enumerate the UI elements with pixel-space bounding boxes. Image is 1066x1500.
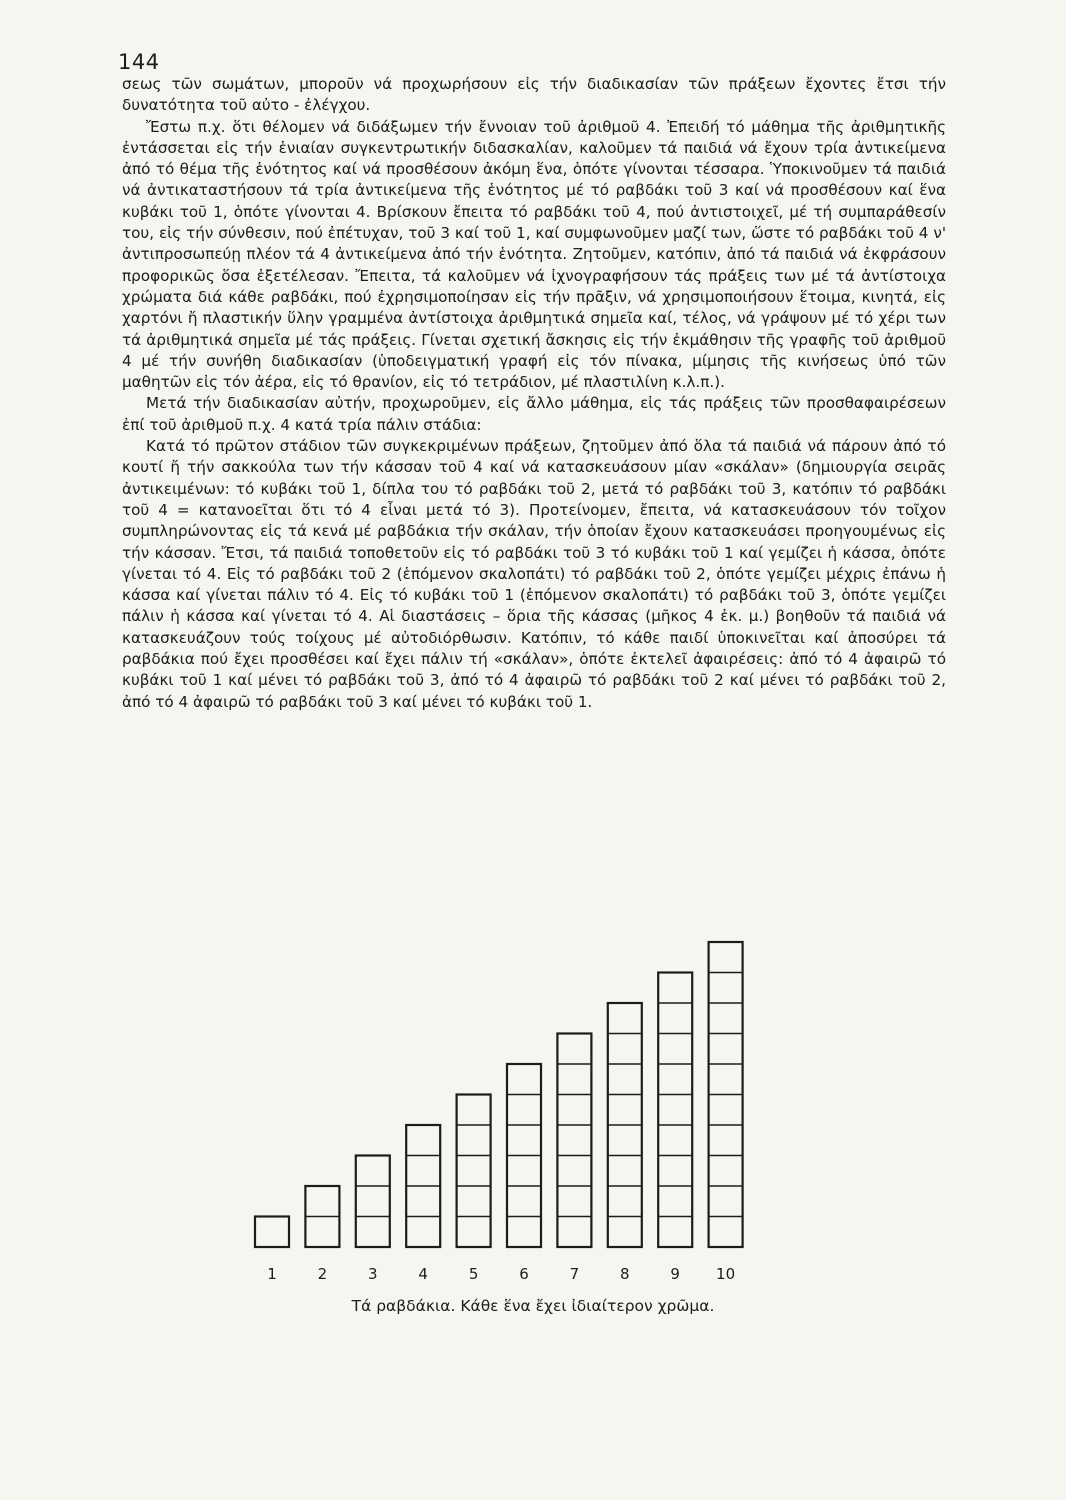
paragraph-continuation: σεως τῶν σωμάτων, μποροῦν νά προχωρήσουν εἰς τήν διαδικασίαν τῶν πράξεων ἔχοντες ἔτσι τήν δυνατότητα τοῦ αὐτο - ἐλέγχου. (122, 75, 946, 115)
rod-label-9: 9 (670, 1265, 680, 1283)
rod-label-8: 8 (620, 1265, 630, 1283)
rod-1 (255, 1217, 289, 1248)
rod-bar-1 (255, 1217, 289, 1248)
rod-9 (658, 973, 692, 1248)
rod-bar-7 (557, 1034, 591, 1248)
rod-6 (507, 1064, 541, 1247)
page-number: 144 (118, 50, 160, 74)
paragraph-number-four: Ἔστω π.χ. ὅτι θέλομεν νά διδάξωμεν τήν ἔννοιαν τοῦ ἀριθμοῦ 4. Ἐπειδή τό μάθημα τῆς ἀριθμητικῆς ἐντάσσεται εἰς τήν ἑνιαίαν συγκεντρωτικήν διδασκαλίαν, καλοῦμεν τά παιδιά νά ἔχουν τρία ἀντικείμενα ἀπό τό θέμα τῆς ἑνότητος καί νά προσθέσουν ἀκόμη ἕνα, ὁπότε γίνονται τέσσαρα. Ὑποκινοῦμεν τά παιδιά νά ἀντικαταστήσουν τά τρία ἀντικείμενα τῆς ἑνότητος μέ τό ραβδάκι τοῦ 3 καί νά προσθέσουν καί ἕνα κυβάκι τοῦ 1, ὁπότε γίνονται 4. Βρίσκουν ἔπειτα τό ραβδάκι τοῦ 4, πού ἀντιστοιχεῖ, μέ τή συμπαράθεσίν του, εἰς τήν σύνθεσιν, πού ἐπέτυχαν, τοῦ 3 καί τοῦ 1, καί συμφωνοῦμεν μαζί των, ὥστε τό ραβδάκι τοῦ 4 ν' ἀντιπροσωπεύῃ πλέον τά 4 ἀντικείμενα ἀπό τήν ἑνότητα. Ζητοῦμεν, κατόπιν, ἀπό τά παιδιά νά ἐκφράσουν προφορικῶς ὅσα ἐξετέλεσαν. Ἔπειτα, τά καλοῦμεν νά ἰχνογραφήσουν τάς πράξεις των μέ τά ἀντίστοιχα χρώματα διά κάθε ραβδάκι, πού ἐχρησιμοποίησαν εἰς τήν πρᾶξιν, νά χρησιμοποιήσουν ἕτοιμα, κινητά, εἰς χαρτόνι ἤ πλαστικήν ὕλην γραμμένα ἀντίστοιχα ἀριθμητικά σημεῖα καί, τέλος, νά γράψουν μέ τό χέρι των τά ἀριθμητικά σημεῖα μέ τάς πράξεις. Γίνεται σχετική ἄσκησις εἰς τήν ἐκμάθησιν τῆς γραφῆς τοῦ ἀριθμοῦ 4 μέ τήν συνήθη διαδικασίαν (ὑποδειγματική γραφή εἰς τόν πίνακα, μίμησις τῆς κινήσεως ὑπό τῶν μαθητῶν εἰς τόν ἀέρα, εἰς τό θρανίον, εἰς τό τετράδιον, μέ πλαστιλίνη κ.λ.π.). (122, 117, 946, 392)
rod-label-10: 10 (716, 1265, 736, 1283)
rod-4 (406, 1125, 440, 1247)
rod-5 (457, 1095, 491, 1248)
paragraph-operations: Μετά τήν διαδικασίαν αὐτήν, προχωροῦμεν, εἰς ἄλλο μάθημα, εἰς τάς πράξεις τῶν προσθαφαιρέσεων ἐπί τοῦ ἀριθμοῦ π.χ. 4 κατά τρία πάλιν στάδια: (122, 394, 946, 434)
rod-bar-9 (658, 973, 692, 1248)
rod-2 (305, 1186, 339, 1247)
rod-label-6: 6 (519, 1265, 529, 1283)
rod-10 (709, 942, 743, 1247)
rod-label-2: 2 (317, 1265, 328, 1283)
body-text (122, 74, 946, 713)
paragraph-first-stage: Κατά τό πρῶτον στάδιον τῶν συγκεκριμένων πράξεων, ζητοῦμεν ἀπό ὅλα τά παιδιά νά πάρουν ἀπό τό κουτί ἤ τήν σακκούλα των τήν κάσσαν τοῦ 4 καί νά κατασκευάσουν μίαν «σκάλαν» (δημιουργία σειρᾶς ἀντικειμένων: τό κυβάκι τοῦ 1, δίπλα του τό ραβδάκι τοῦ 2, μετά τό ραβδάκι τοῦ 3, κατόπιν τό ραβδάκι τοῦ 4 = κατανοεῖται ὅτι τό 4 εἶναι μετά τό 3). Προτείνομεν, ἔπειτα, νά κατασκευάσουν τόν τοῖχον συμπληρώνοντας εἰς τά κενά μέ ραβδάκια τήν σκάλαν, τήν ὁποίαν ἔχουν κατασκευάσει προηγουμένως εἰς τήν κάσσαν. Ἔτσι, τά παιδιά τοποθετοῦν εἰς τό ραβδάκι τοῦ 3 τό κυβάκι τοῦ 1 καί γεμίζει ἡ κάσσα, ὁπότε γίνεται τό 4. Εἰς τό ραβδάκι τοῦ 2 (ἑπόμενον σκαλοπάτι) τό ραβδάκι τοῦ 2, ὁπότε γεμίζει μέχρις ἐπάνω ἡ κάσσα καί γίνεται πάλιν τό 4. Εἰς τό κυβάκι τοῦ 1 (ἑπόμενον σκαλοπάτι) τό ραβδάκι τοῦ 3, ὁπότε γεμίζει πάλιν ἡ κάσσα καί γίνεται τό 4. Αἱ διαστάσεις – ὅρια τῆς κάσσας (μῆκος 4 ἐκ. μ.) βοηθοῦν τά παιδιά νά κατασκευάζουν τούς τοίχους μέ αὐτοδιόρθωσιν. Κατόπιν, τό κάθε παιδί ὑποκινεῖται καί ἀποσύρει τά ραβδάκια πού ἔχει προσθέσει καί ἔχει πάλιν τή «σκάλαν», ὁπότε ἐκτελεῖ ἀφαιρέσεις: ἀπό τό 4 ἀφαιρῶ τό κυβάκι τοῦ 1 καί μένει τό ραβδάκι τοῦ 3, ἀπό τό 4 ἀφαιρῶ τό ραβδάκι τοῦ 2 καί μένει τό ραβδάκι τοῦ 2, ἀπό τό 4 ἀφαιρῶ τό ραβδάκι τοῦ 3 καί μένει τό κυβάκι τοῦ 1. (122, 437, 946, 711)
rod-label-5: 5 (468, 1265, 479, 1283)
rod-7 (557, 1034, 591, 1248)
rod-bar-3 (356, 1156, 390, 1248)
rod-8 (608, 1003, 642, 1247)
rod-label-3: 3 (368, 1265, 378, 1283)
rod-bar-5 (457, 1095, 491, 1248)
rod-3 (356, 1156, 390, 1248)
rods-chart (250, 920, 820, 1283)
rod-label-1: 1 (267, 1265, 277, 1283)
figure-caption: Τά ραβδάκια. Κάθε ἕνα ἔχει ἰδιαίτερον χρῶμα. (351, 1297, 715, 1315)
rod-label-7: 7 (569, 1265, 580, 1283)
rods-figure (250, 920, 820, 1283)
rod-label-4: 4 (418, 1265, 428, 1283)
